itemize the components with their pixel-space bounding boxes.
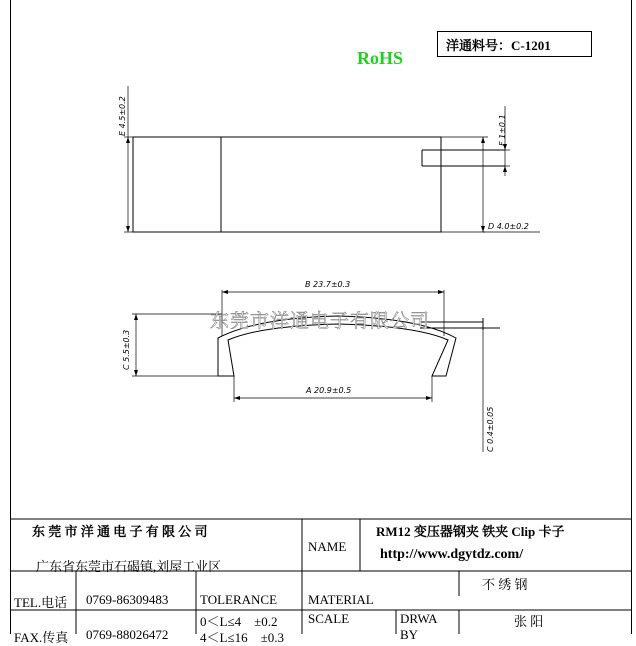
name-label: NAME [308, 539, 347, 554]
dim-d-lines [441, 137, 540, 232]
tolerance-label: TOLERANCE [200, 592, 278, 607]
fax-label: FAX.传真 [14, 630, 69, 645]
tolerance-line-2: 4＜L≤16 ±0.3 [200, 630, 284, 645]
product-name: RM12 变压器钢夹 铁夹 Clip 卡子 [376, 524, 565, 539]
dim-a-label: A 20.9±0.5 [306, 386, 352, 395]
company-address: 广东省东莞市石碣镇,刘屋工业区 [36, 559, 222, 574]
website-link[interactable]: http://www.dgytdz.com/ [380, 547, 524, 562]
fax-value: 0769-88026472 [86, 627, 169, 642]
part-number-label: 洋通料号：C-1201 [446, 37, 551, 53]
dim-b-label: B 23.7±0.3 [305, 280, 351, 289]
drawn-by-label-2: BY [400, 627, 419, 642]
tel-value: 0769-86309483 [86, 592, 169, 607]
dim-c04-label: C 0.4±0.05 [486, 406, 495, 452]
dim-d-label: D 4.0±0.2 [488, 222, 529, 231]
scale-label: SCALE [308, 611, 350, 626]
tolerance-line-1: 0＜L≤4 ±0.2 [200, 614, 278, 629]
company-name: 东 莞 市 洋 通 电 子 有 限 公 司 [32, 524, 208, 539]
watermark: 东莞市洋通电子有限公司 [210, 310, 431, 332]
drawn-by-label: DRWA [400, 611, 438, 626]
rohs-mark: RoHS [357, 48, 404, 68]
dim-e-label: E 4.5±0.2 [118, 96, 127, 136]
dim-c55-label: C 5.5±0.3 [122, 329, 131, 370]
part-number-box [437, 31, 592, 57]
top-view [133, 137, 505, 232]
tel-label: TEL.电话 [14, 595, 68, 610]
material-label: MATERIAL [308, 592, 374, 607]
dim-f-label: F 1±0.1 [498, 114, 507, 146]
material-value: 不 绣 钢 [482, 577, 528, 592]
dim-c55-lines [132, 314, 222, 376]
drawn-by-value: 张 阳 [514, 614, 544, 629]
